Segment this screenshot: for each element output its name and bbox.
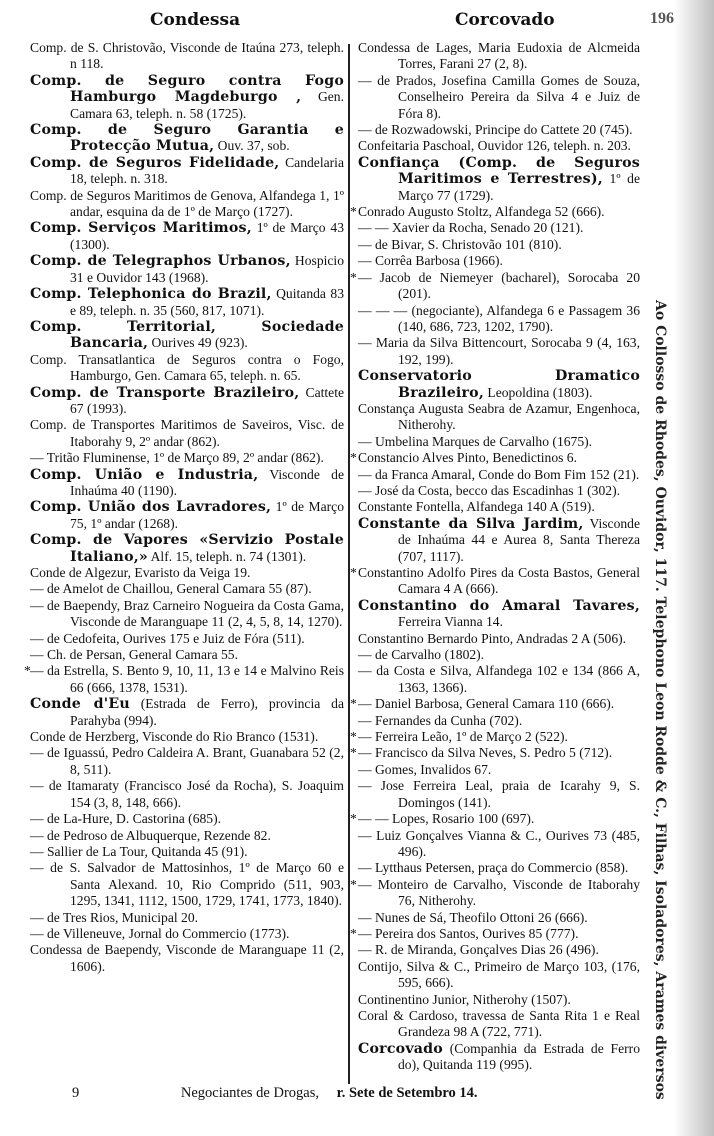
- entry-text: — — Lopes, Rosario 100 (697).: [358, 811, 535, 827]
- entry-text: — Ch. de Persan, General Camara 55.: [30, 647, 238, 663]
- asterisk-mark: *: [24, 663, 31, 679]
- directory-entry: [358, 631, 640, 647]
- entry-text: — Pereira dos Santos, Ourives 85 (777).: [358, 925, 579, 941]
- entry-name-bold: Comp. União e Industria,: [30, 466, 259, 483]
- entry-text: Comp. Transatlantica de Seguros contra o Fogo, Hamburgo, Gen. Camara 65, teleph. n. 65.: [30, 351, 344, 384]
- entry-text: Constantino Adolfo Pires da Costa Bastos, General Camara 4 A (666).: [358, 565, 640, 597]
- directory-entry: [358, 828, 640, 861]
- entry-text: 1º de Março 75, 1º andar (1268).: [70, 499, 345, 531]
- directory-entry: [358, 237, 640, 253]
- directory-entry: [350, 811, 640, 827]
- entry-text: — de Amelot de Chaillou, General Camara 55 (87).: [30, 581, 312, 597]
- directory-entry: [358, 942, 640, 958]
- entry-text: 1º de Março 77 (1729).: [398, 171, 640, 203]
- entry-text: — de Villeneuve, Jornal do Commercio (1773).: [30, 925, 290, 941]
- entry-text: — Jacob de Niemeyer (bacharel), Sorocaba 20 (201).: [358, 269, 640, 302]
- directory-entry: [30, 385, 344, 418]
- entry-name-bold: Comp. de Seguro Garantia e Protecção Mutua,: [30, 122, 344, 155]
- entry-text: (Companhia da Estrada de Ferro do), Quitanda 119 (995).: [398, 1040, 640, 1073]
- asterisk-mark: *: [350, 811, 357, 827]
- entry-name-bold: Constantino do Amaral Tavares,: [358, 597, 640, 614]
- directory-entry: [358, 434, 640, 450]
- entry-text: Confeitaria Paschoal, Ouvidor 126, teleph. n. 203.: [358, 138, 631, 154]
- entry-text: Hospicio 31 e Ouvidor 143 (1968).: [70, 253, 345, 285]
- entry-text: Conde de Herzberg, Visconde do Rio Branco (1531).: [30, 729, 319, 745]
- entry-text: Constança Augusta Seabra de Azamur, Engenhoca, Nitherohy.: [358, 400, 640, 433]
- entry-text: — Nunes de Sá, Theofilo Ottoni 26 (666).: [358, 909, 588, 925]
- entry-name-bold: Conservatorio Dramatico Brazileiro,: [358, 368, 640, 401]
- entry-text: Gen. Camara 63, teleph. n. 58 (1725).: [70, 89, 345, 121]
- entry-text: Comp. de Transportes Maritimos de Saveiros, Visc. de Itaborahy 9, 2º andar (862).: [30, 417, 344, 449]
- directory-entry: [358, 499, 640, 515]
- directory-entry: [30, 122, 344, 155]
- asterisk-mark: *: [350, 269, 357, 285]
- entry-text: Continentino Junior, Nitherohy (1507).: [358, 991, 571, 1007]
- entry-text: Alf. 15, teleph. n. 74 (1301).: [147, 548, 307, 564]
- directory-entry: [30, 286, 344, 319]
- directory-entry: [358, 122, 640, 138]
- directory-entry: [30, 319, 344, 352]
- directory-entry: [350, 925, 640, 942]
- directory-entry: [30, 499, 344, 532]
- asterisk-mark: *: [350, 696, 357, 712]
- directory-entry: [350, 565, 640, 598]
- directory-entry: [30, 352, 344, 385]
- entry-text: Candelaria 18, teleph. n. 318.: [70, 154, 344, 187]
- directory-entry: [358, 483, 640, 499]
- footer-address: r. Sete de Setembro 14.: [336, 1085, 478, 1101]
- directory-entry: [30, 155, 344, 188]
- asterisk-mark: *: [350, 925, 357, 941]
- directory-entry: [30, 942, 344, 975]
- entry-text: Cattete 67 (1993).: [70, 384, 344, 416]
- entry-name-bold: Comp. Serviços Maritimos,: [30, 220, 252, 237]
- directory-entry: [358, 1041, 640, 1074]
- directory-entry: [358, 598, 640, 631]
- directory-entry: [30, 565, 344, 581]
- entry-text: — da Estrella, S. Bento 9, 10, 11, 13 e 14 e Malvino Reis 66 (666, 1378, 1531).: [30, 663, 344, 695]
- entry-name-bold: Comp. Territorial, Sociedade Bancaria,: [30, 318, 344, 352]
- entry-text: Coral & Cardoso, travessa de Santa Rita 1 e Real Grandeza 98 A (722, 771).: [358, 1007, 640, 1040]
- directory-entry: [350, 269, 640, 303]
- directory-entry: [358, 959, 640, 992]
- entry-text: — de Cedofeita, Ourives 175 e Juiz de Fóra (511).: [30, 630, 305, 646]
- entry-text: — Corrêa Barbosa (1966).: [358, 253, 503, 269]
- entry-text: — de Baependy, Braz Carneiro Nogueira da Costa Gama, Visconde de Maranguape 11 (2, 4, 5, 8, 14, 1270).: [30, 597, 344, 630]
- entry-text: — Gomes, Invalidos 67.: [358, 761, 492, 777]
- directory-entry: [358, 467, 640, 483]
- entry-text: — Francisco da Silva Neves, S. Pedro 5 (712).: [358, 745, 613, 761]
- directory-entry: [30, 926, 344, 942]
- entry-text: — Luiz Gonçalves Vianna & C., Ourives 73 (485, 496).: [358, 827, 640, 859]
- entry-text: — Umbelina Marques de Carvalho (1675).: [358, 433, 593, 449]
- directory-entry: [30, 467, 344, 500]
- page-footer: [72, 1085, 492, 1102]
- entry-text: — José da Costa, becco das Escadinhas 1 (302).: [358, 482, 620, 498]
- directory-entry: [30, 696, 344, 729]
- directory-entry: [30, 745, 344, 778]
- entry-text: (Estrada de Ferro), provincia da Parahyba (994).: [70, 696, 344, 728]
- entry-text: — Sallier de La Tour, Quitanda 45 (91).: [30, 843, 248, 859]
- footer-page-number: 9: [72, 1085, 80, 1101]
- directory-entry: [350, 876, 640, 910]
- entry-text: — de Rozwadowski, Principe do Cattete 20 (745).: [358, 122, 633, 138]
- directory-entry: [30, 581, 344, 597]
- directory-entry: [350, 729, 640, 745]
- page-number: 196: [650, 10, 674, 27]
- entry-name-bold: Conde d'Eu: [30, 696, 130, 713]
- directory-entry: [358, 647, 640, 663]
- directory-entry: [350, 204, 640, 220]
- directory-entry: [358, 40, 640, 73]
- entry-text: — de Prados, Josefina Camilla Gomes de Souza, Conselheiro Pereira da Silva 4 e Juiz de Fóra 8).: [358, 72, 640, 121]
- directory-entry: [30, 729, 344, 745]
- directory-entry: [30, 188, 344, 221]
- directory-entry: [358, 910, 640, 926]
- entry-text: Comp. de S. Christovão, Visconde de Itaúna 273, teleph. n 118.: [30, 40, 344, 72]
- entry-text: — Daniel Barbosa, General Camara 110 (666).: [358, 696, 615, 712]
- directory-entry: [30, 778, 344, 811]
- entry-text: — de Carvalho (1802).: [358, 647, 485, 663]
- entry-text: — de S. Salvador de Mattosinhos, 1º de Março 60 e Santa Alexand. 10, Rio Comprido (511, 903, 1295, 1341, 1112, 1500, 1729, 1741, 1773, 1840).: [30, 860, 344, 909]
- entry-text: — Monteiro de Carvalho, Visconde de Itaborahy 76, Nitherohy.: [358, 876, 640, 909]
- directory-entry: [30, 253, 344, 286]
- entry-text: 1º de Março 43 (1300).: [70, 220, 344, 252]
- entry-text: — Lytthaus Petersen, praça do Commercio (858).: [358, 860, 629, 876]
- directory-entry: [358, 220, 640, 236]
- entry-text: Conrado Augusto Stoltz, Alfandega 52 (666).: [358, 204, 605, 220]
- entry-name-bold: Comp. de Vapores «Servizio Postale Italiano,»: [30, 532, 344, 565]
- entry-text: — de La-Hure, D. Castorina (685).: [30, 811, 222, 827]
- directory-entry: [358, 303, 640, 336]
- directory-entry: [358, 1008, 640, 1041]
- entry-text: Leopoldina (1803).: [484, 384, 593, 400]
- directory-entry: [30, 844, 344, 860]
- directory-entry: [30, 220, 344, 253]
- entry-text: Ouv. 37, sob.: [214, 138, 290, 154]
- entry-name-bold: Comp. de Seguros Fidelidade,: [30, 154, 280, 171]
- directory-entry: [30, 828, 344, 844]
- entry-text: — de Pedroso de Albuquerque, Rezende 82.: [30, 827, 271, 843]
- directory-entry: [358, 992, 640, 1008]
- directory-entry: [358, 73, 640, 122]
- entry-text: Visconde de Inhaúma 40 (1190).: [70, 466, 344, 498]
- entry-text: — de Bivar, S. Christovão 101 (810).: [358, 236, 562, 252]
- directory-entry: [30, 811, 344, 827]
- directory-entry: [358, 335, 640, 368]
- directory-entry: [358, 516, 640, 565]
- directory-entry: [350, 450, 640, 466]
- directory-entry: [30, 73, 344, 122]
- entry-name-bold: Comp. de Transporte Brazileiro,: [30, 384, 300, 401]
- entry-name-bold: Comp. União dos Lavradores,: [30, 499, 272, 516]
- entry-text: Ourives 49 (923).: [148, 335, 248, 351]
- asterisk-mark: *: [350, 729, 357, 745]
- directory-entry: [358, 368, 640, 401]
- entry-text: Constantino Bernardo Pinto, Andradas 2 A (506).: [358, 630, 627, 646]
- directory-entry: [358, 253, 640, 269]
- entry-name-bold: Corcovado: [358, 1040, 443, 1057]
- directory-entry: [30, 631, 344, 647]
- directory-entry: [358, 778, 640, 811]
- asterisk-mark: *: [350, 745, 357, 761]
- directory-entry: [30, 450, 344, 466]
- directory-entry: [358, 138, 640, 154]
- entry-name-bold: Comp. de Seguro contra Fogo Hamburgo Magdeburgo ,: [30, 72, 344, 106]
- asterisk-mark: *: [350, 204, 357, 220]
- directory-entry: [30, 417, 344, 450]
- asterisk-mark: *: [350, 876, 357, 892]
- entry-text: Ferreira Vianna 14.: [398, 614, 503, 630]
- entry-text: — de Tres Rios, Municipal 20.: [30, 909, 199, 925]
- running-head-right: Corcovado: [455, 10, 555, 30]
- entry-text: — de Iguassú, Pedro Caldeira A. Brant, Guanabara 52 (2, 8, 511).: [30, 745, 344, 777]
- entry-text: — Maria da Silva Bittencourt, Sorocaba 9 (4, 163, 192, 199).: [358, 335, 640, 367]
- directory-entry: [30, 532, 344, 565]
- directory-entry: [30, 40, 344, 73]
- entry-text: Condessa de Lages, Maria Eudoxia de Alcmeida Torres, Farani 27 (2, 8).: [358, 40, 640, 72]
- entry-text: Visconde de Inhaúma 44 e Aurea 8, Santa Thereza (707, 1117).: [398, 515, 640, 564]
- directory-entry: [30, 860, 344, 909]
- entry-name-bold: Comp. de Telegraphos Urbanos,: [30, 253, 291, 270]
- directory-entry: [30, 647, 344, 663]
- entry-text: — da Costa e Silva, Alfandega 102 e 134 (866 A, 1363, 1366).: [358, 663, 640, 695]
- entry-text: — Jose Ferreira Leal, praia de Icarahy 9, S. Domingos (141).: [358, 778, 640, 810]
- directory-entry: [30, 910, 344, 926]
- directory-entry: [358, 713, 640, 729]
- entry-text: Contijo, Silva & C., Primeiro de Março 103, (176, 595, 666).: [358, 958, 640, 991]
- directory-entry: [24, 663, 344, 696]
- entry-text: — de Itamaraty (Francisco José da Rocha), S. Joaquim 154 (3, 8, 148, 666).: [30, 778, 344, 810]
- asterisk-mark: *: [350, 565, 357, 580]
- entry-name-bold: Comp. Telephonica do Brazil,: [30, 286, 272, 303]
- entry-text: Constante Fontella, Alfandega 140 A (519).: [358, 499, 595, 515]
- page-edge-shadow: [674, 0, 714, 1136]
- entry-text: — — — (negociante), Alfandega 6 e Passagem 36 (140, 686, 723, 1202, 1790).: [358, 302, 640, 334]
- directory-entry: [30, 598, 344, 631]
- entry-text: — R. de Miranda, Gonçalves Dias 26 (496).: [358, 942, 599, 958]
- entry-text: Conde de Algezur, Evaristo da Veiga 19.: [30, 565, 251, 580]
- directory-entry: [350, 745, 640, 761]
- right-column: [350, 40, 640, 1074]
- entry-name-bold: Confiança (Comp. de Seguros Maritimos e Terrestres),: [358, 154, 640, 188]
- left-column: [24, 40, 345, 975]
- vertical-advertisement: Ao Collosso de Rhodes, Ouvidor, 117. Telephono Leon Rodde & C., Filhas, Isoladores, Arames diversos: [652, 300, 668, 1100]
- entry-text: — da Franca Amaral, Conde do Bom Fim 152 (21).: [358, 466, 640, 482]
- entry-text: — — Xavier da Rocha, Senado 20 (121).: [358, 220, 584, 236]
- asterisk-mark: *: [350, 450, 357, 466]
- directory-entry: [358, 860, 640, 876]
- entry-text: Constancio Alves Pinto, Benedictinos 6.: [358, 450, 577, 466]
- directory-entry: [358, 155, 640, 204]
- entry-text: Quitanda 83 e 89, teleph. n. 35 (560, 817, 1071).: [70, 286, 344, 318]
- entry-text: Condessa de Baependy, Visconde de Maranguape 11 (2, 1606).: [30, 942, 344, 974]
- directory-entry: [350, 696, 640, 712]
- entry-name-bold: Constante da Silva Jardim,: [358, 515, 584, 532]
- entry-text: — Fernandes da Cunha (702).: [358, 712, 523, 728]
- entry-text: — Ferreira Leão, 1º de Março 2 (522).: [358, 729, 568, 745]
- running-head-left: Condessa: [150, 10, 241, 30]
- entry-text: Comp. de Seguros Maritimos de Genova, Alfandega 1, 1º andar, esquina da de 1º de Março (1727).: [30, 187, 344, 220]
- directory-entry: [358, 401, 640, 434]
- directory-entry: [358, 762, 640, 778]
- directory-entry: [358, 663, 640, 696]
- footer-text: Negociantes de Drogas,: [180, 1085, 319, 1101]
- entry-text: — Tritão Fluminense, 1º de Março 89, 2º andar (862).: [30, 450, 324, 466]
